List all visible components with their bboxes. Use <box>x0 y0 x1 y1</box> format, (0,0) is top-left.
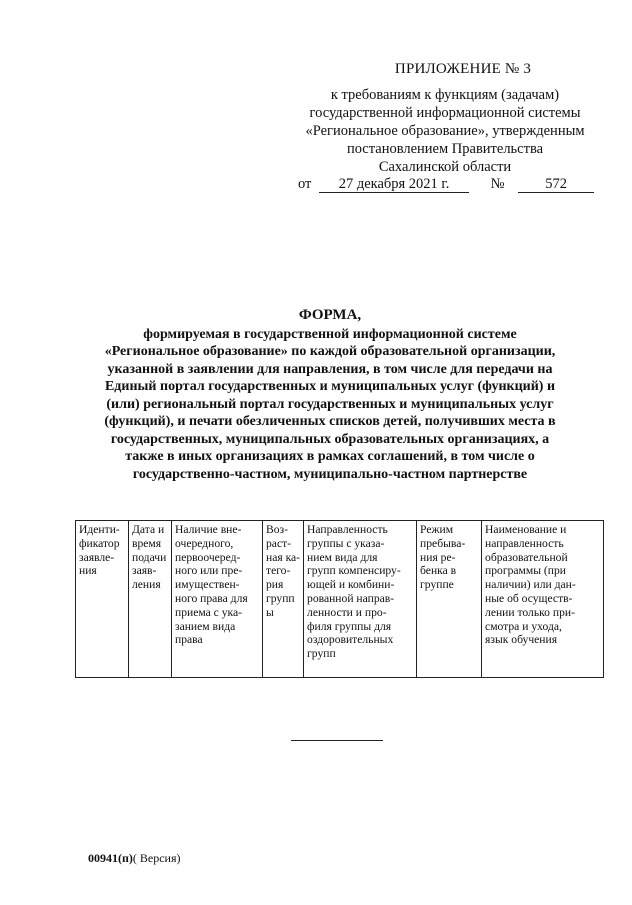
cell-text: ная ка- <box>266 550 301 564</box>
cell-text: Направленность <box>307 523 388 536</box>
cell-text: Наличие вне- <box>175 523 242 536</box>
cell-text: групп <box>266 591 295 605</box>
cell-text: Наименование и <box>485 523 567 536</box>
appendix-line: постановлением Правительства <box>346 141 544 157</box>
cell-text: группы с указа- <box>307 536 385 550</box>
cell-text: направленность <box>485 536 564 550</box>
cell-text: рованной направ- <box>307 591 395 605</box>
cell-text: групп <box>307 647 336 661</box>
cell-text: первоочеред- <box>175 550 241 564</box>
column-header-identifier <box>76 521 129 678</box>
document-code: 00941(п) <box>88 851 133 865</box>
form-title: ФОРМА, <box>298 307 362 323</box>
decree-number: 572 <box>518 176 594 193</box>
form-description-line: государственно-частном, муниципально-частном партнерстве <box>132 466 528 482</box>
appendix-line: государственной информационной системы <box>309 105 581 121</box>
cell-text: ные об осуществ- <box>485 591 573 605</box>
decree-date-row <box>298 175 594 193</box>
cell-text: рия <box>266 578 284 592</box>
cell-text: время <box>132 536 162 550</box>
document-footer <box>88 851 181 866</box>
cell-text: заявле- <box>79 550 115 564</box>
form-description-line: Единый портал государственных и муниципальных услуг (функций) и <box>104 379 556 394</box>
form-description-line: «Региональное образование» по каждой образовательной организации, <box>104 344 556 359</box>
cell-text: филя группы для <box>307 619 392 633</box>
column-header-program <box>482 521 604 678</box>
cell-text: ния ре- <box>420 550 456 564</box>
cell-text: очередного, <box>175 536 234 550</box>
cell-text: бенка в <box>420 564 457 578</box>
document-version: ( Версия) <box>132 851 181 865</box>
cell-text: подачи <box>132 550 167 564</box>
cell-text: ного права для <box>175 591 248 605</box>
cell-text: права <box>175 633 203 647</box>
cell-text: смотра и ухода, <box>485 619 562 633</box>
cell-text: пребыва- <box>420 536 466 550</box>
cell-text: Иденти- <box>79 523 120 536</box>
column-header-group-focus <box>304 521 417 678</box>
cell-text: групп компенсиру- <box>307 564 401 578</box>
cell-text: ы <box>266 605 274 619</box>
cell-text: ного или пре- <box>175 564 243 578</box>
cell-text: программы (при <box>485 564 566 578</box>
appendix-line: Сахалинской области <box>378 159 512 175</box>
column-header-age-category <box>263 521 304 678</box>
decree-date: 27 декабря 2021 г. <box>319 176 469 193</box>
appendix-header <box>280 60 610 176</box>
date-prefix: от <box>298 176 312 192</box>
cell-text: ления <box>132 578 161 592</box>
form-description-line: указанной в заявлении для направления, в том числе для передачи на <box>107 361 553 377</box>
appendix-title: ПРИЛОЖЕНИЕ № 3 <box>394 61 532 77</box>
cell-text: фикатор <box>79 536 120 550</box>
cell-text: группе <box>420 578 454 592</box>
cell-text: приема с ука- <box>175 605 242 619</box>
number-label: № <box>490 176 505 192</box>
form-table <box>75 520 604 678</box>
form-heading <box>70 307 590 483</box>
column-header-priority-right <box>172 521 263 678</box>
cell-text: Дата и <box>132 523 165 536</box>
form-description-line: также в иных организациях в рамках соглашений, в том числе о <box>125 449 535 464</box>
cell-text: лении только при- <box>485 605 575 619</box>
cell-text: Режим <box>420 523 454 536</box>
column-header-stay-mode <box>417 521 482 678</box>
cell-text: тего- <box>266 564 291 578</box>
cell-text: ния <box>79 564 97 578</box>
cell-text: ющей и комбини- <box>307 578 395 592</box>
form-description-line: (или) региональный портал государственных и муниципальных услуг <box>106 396 554 412</box>
cell-text: раст- <box>266 536 292 550</box>
appendix-line: «Региональное образование», утвержденным <box>305 123 585 139</box>
cell-text: оздоровительных <box>307 633 394 647</box>
form-description-line: (функций), и печати обезличенных списков детей, получивших места в <box>104 414 556 429</box>
table-header-row <box>76 521 604 678</box>
cell-text: образовательной <box>485 550 568 564</box>
separator-line <box>291 740 383 741</box>
form-description-line: формируемая в государственной информационной системе <box>143 326 517 342</box>
cell-text: имуществен- <box>175 578 240 592</box>
form-description-line: государственных, муниципальных образовательных организациях, а <box>110 431 550 447</box>
column-header-submission-date <box>129 521 172 678</box>
cell-text: нием вида для <box>307 550 378 564</box>
cell-text: наличии) или дан- <box>485 578 576 592</box>
cell-text: язык обучения <box>485 633 558 647</box>
cell-text: занием вида <box>175 619 236 633</box>
cell-text: заяв- <box>132 564 157 578</box>
cell-text: Воз- <box>266 523 288 536</box>
appendix-line: к требованиям к функциям (задачам) <box>330 87 560 103</box>
cell-text: ленности и про- <box>307 605 387 619</box>
